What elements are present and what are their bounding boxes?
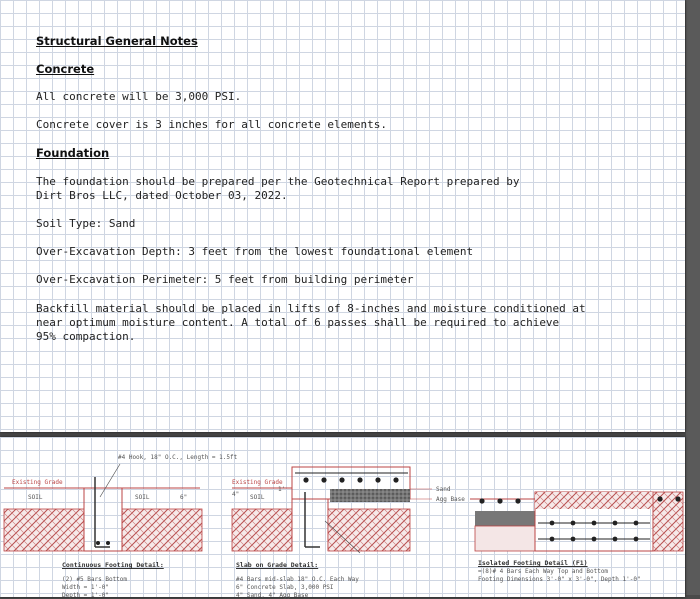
slab-sand-label: Sand	[436, 486, 451, 493]
continuous-spec-line-2: Width = 1'-0"	[62, 584, 109, 591]
concrete-cover-note: Concrete cover is 3 inches for all concrete elements.	[36, 118, 387, 131]
continuous-spec-line-3: Depth = 1'-0"	[62, 592, 109, 599]
isolated-footing-title: Isolated Footing Detail (F1)	[478, 559, 588, 567]
notes-title: Structural General Notes	[36, 34, 198, 48]
backfill-note: Backfill material should be placed in lifts of 8-inches and moisture conditioned at near optimum moisture content. A total of 6 passes shall be required to achieve 95% compaction.	[36, 302, 586, 343]
slab-spec-line-3: 4" Sand, 4" Agg Base	[236, 592, 309, 599]
continuous-footing-drawing	[4, 464, 202, 551]
continuous-footing-title: Continuous Footing Detail:	[62, 561, 164, 569]
isolated-footing-drawing	[470, 492, 683, 551]
slab-spec-line-1: #4 Bars mid-slab 18" O.C. Each Way	[236, 576, 359, 583]
over-excavation-perimeter-note: Over-Excavation Perimeter: 5 feet from building perimeter	[36, 273, 414, 286]
details-page	[0, 437, 685, 597]
slab-existing-grade-label: Existing Grade	[232, 479, 283, 486]
hook-callout: #4 Hook, 18" O.C., Length = 1.5ft	[118, 454, 238, 461]
isolated-spec-line-1: =(8)# 4 Bars Each Way Top and Bottom	[478, 568, 609, 575]
continuous-dimension-label: 6"	[180, 494, 188, 501]
slab-spec-line-2: 6" Concrete Slab, 3,000 PSI	[236, 584, 334, 591]
slab-on-grade-title: Slab on Grade Detail:	[236, 561, 319, 569]
slab-dimension-b-label: 1'	[278, 486, 286, 493]
continuous-existing-grade-label: Existing Grade	[12, 479, 63, 486]
continuous-spec-line-1: (2) #5 Bars Bottom	[62, 576, 128, 583]
concrete-strength-note: All concrete will be 3,000 PSI.	[36, 90, 242, 103]
slab-soil-label: SOIL	[250, 494, 265, 501]
over-excavation-depth-note: Over-Excavation Depth: 3 feet from the lowest foundational element	[36, 245, 474, 258]
foundation-prepared-note: The foundation should be prepared per the Geotechnical Report prepared by Dirt Bros LLC, dated October 03, 2022.	[36, 175, 520, 202]
continuous-soil-left-label: SOIL	[28, 494, 43, 501]
viewer-scroll-gutter[interactable]	[686, 0, 700, 595]
foundation-heading: Foundation	[36, 146, 110, 160]
soil-type-note: Soil Type: Sand	[36, 217, 136, 230]
isolated-spec-line-2: Footing Dimensions 3'-0" x 3'-0", Depth 1'-0"	[478, 576, 641, 583]
concrete-heading: Concrete	[36, 62, 95, 76]
continuous-soil-right-label: SOIL	[135, 494, 150, 501]
slab-dimension-a-label: 4"	[232, 491, 240, 498]
slab-agg-base-label: Agg Base	[436, 496, 465, 503]
